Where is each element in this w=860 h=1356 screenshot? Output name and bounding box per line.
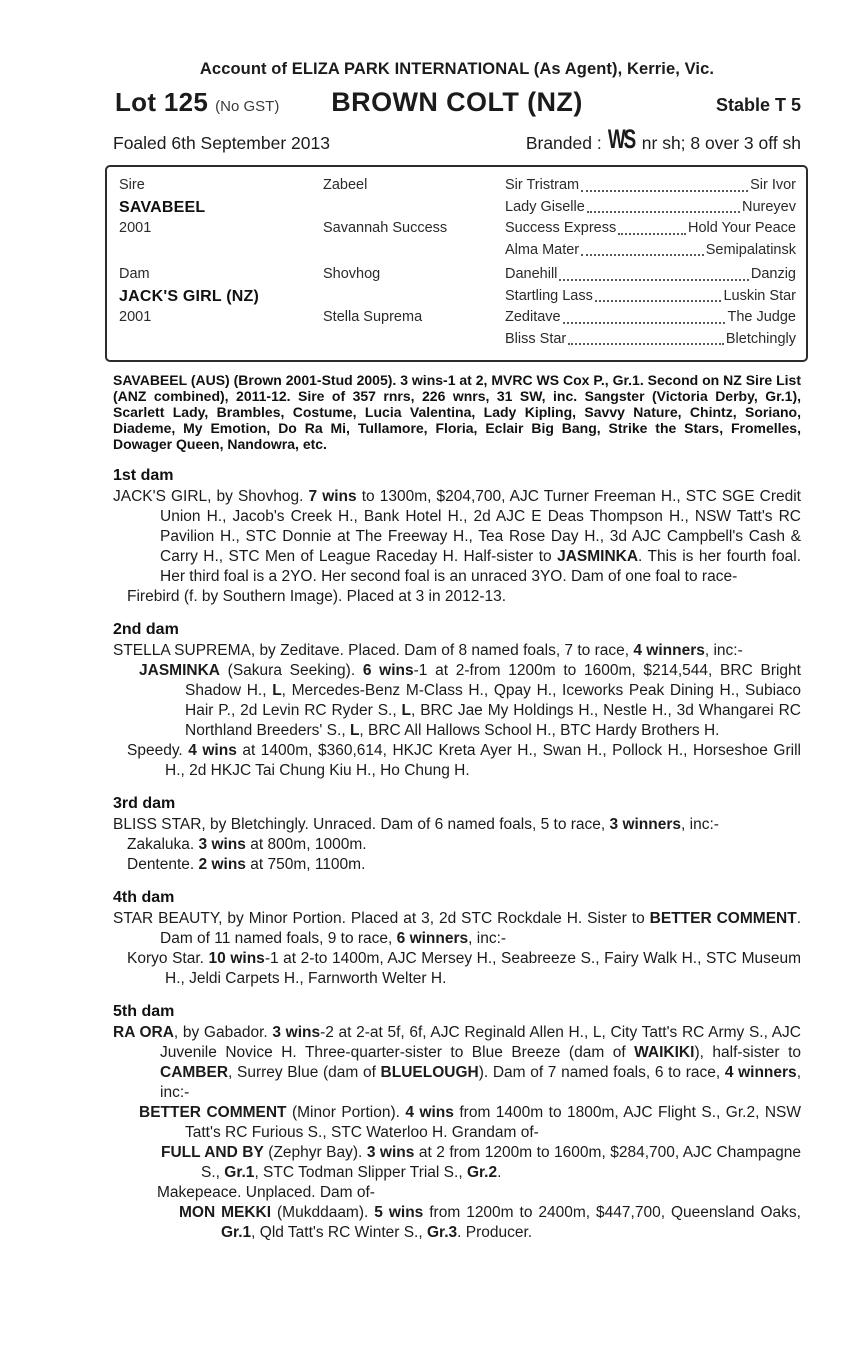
dotted-leader xyxy=(581,254,704,256)
pedigree-row xyxy=(119,286,796,308)
pedigree-row xyxy=(119,307,796,329)
lot-row xyxy=(113,86,801,118)
gen4-sire: Hold Your Peace xyxy=(687,220,796,236)
dam-paragraph: STAR BEAUTY, by Minor Portion. Placed at 3, 2d STC Rockdale H. Sister to BETTER COMMENT. Dam of 11 named foals, 9 to race, 6 winners, inc:- xyxy=(113,909,802,947)
gen3-name: Startling Lass xyxy=(505,287,593,304)
gen3-name: Lady Giselle xyxy=(505,198,585,215)
gen4-sire: Nureyev xyxy=(742,198,796,215)
branded-info xyxy=(525,123,801,155)
foal-paragraph: FULL AND BY (Zephyr Bay). 3 wins at 2 from 1200m to 1600m, $284,700, AJC Champagne S., Gr.1, STC Todman Slipper Trial S., Gr.2. xyxy=(161,1143,802,1181)
lot-left xyxy=(115,87,279,118)
foal-paragraph: JASMINKA (Sakura Seeking). 6 wins-1 at 2-from 1200m to 1600m, $214,544, BRC Bright Shadow H., L, Mercedes-Benz M-Class H., Qpay H., Iceworks Peak Dining H., Subiaco Hair P., 2d Levin RC Ryder S., L, BRC Jae My Holdings H., Nestle H., 3d Whangarei RC Northland Breeders' S., L, BRC All Hallows School H., BTC Hardy Brothers H. xyxy=(139,661,802,739)
lot-number: Lot 125 xyxy=(115,87,209,117)
section-5th-dam xyxy=(113,1003,801,1243)
gen4-sire: Danzig xyxy=(750,266,796,282)
gen2-name: Zabeel xyxy=(323,177,368,193)
gen3-name: Bliss Star xyxy=(505,330,567,347)
section-heading: 2nd dam xyxy=(113,620,179,638)
gen3-name: Success Express xyxy=(505,220,617,236)
sire-label: Sire xyxy=(119,177,145,193)
gen2-name: Savannah Success xyxy=(323,220,448,236)
section-3rd-dam xyxy=(113,795,801,875)
dotted-leader xyxy=(581,190,748,192)
foaled-date: Foaled 6th September 2013 xyxy=(113,133,330,153)
account-line: Account of ELIZA PARK INTERNATIONAL (As Agent), Kerrie, Vic. xyxy=(199,60,715,78)
pedigree-row xyxy=(119,175,796,197)
gen3-pair xyxy=(505,264,796,286)
dotted-leader xyxy=(568,343,724,345)
foal-paragraph: MON MEKKI (Mukddaam). 5 wins from 1200m to 2400m, $447,700, Queensland Oaks, Gr.1, Qld Tatt's RC Winter S., Gr.3. Producer. xyxy=(179,1203,801,1241)
gen4-sire: Sir Ivor xyxy=(750,177,796,193)
foal-paragraph: Dentente. 2 wins at 750m, 1100m. xyxy=(127,855,366,873)
dam-name: JACK'S GIRL (NZ) xyxy=(119,287,260,305)
dam-paragraph: JACK'S GIRL, by Shovhog. 7 wins to 1300m, $204,700, AJC Turner Freeman H., STC SGE Credit Union H., Jacob's Creek H., Bank Hotel H., 2d AJC E Deas Thompson H., NSW Tatt's RC Pavilion H., STC Donnie at The Freeway H., Tea Rose Day H., 3d AJC Campbell's Cash & Carry H., STC Men of League Raceday H. Half-sister to JASMINKA. This is her fourth foal. Her third foal is a 2YO. Her second foal is an unraced 3YO. Dam of one foal to race- xyxy=(113,487,801,585)
dotted-leader xyxy=(587,211,740,213)
gen4-sire: Bletchingly xyxy=(725,330,796,347)
gen3-pair xyxy=(505,240,796,262)
stable-label: Stable T 5 xyxy=(715,95,801,115)
section-4th-dam xyxy=(113,889,801,989)
pedigree-row xyxy=(119,218,796,240)
foal-paragraph: Firebird (f. by Southern Image). Placed at 3 in 2012-13. xyxy=(127,587,507,605)
dam-paragraph: STELLA SUPREMA, by Zeditave. Placed. Dam of 8 named foals, 7 to race, 4 winners, inc:- xyxy=(113,641,743,659)
dam-paragraph: RA ORA, by Gabador. 3 wins-2 at 2-at 5f, 6f, AJC Reginald Allen H., L, City Tatt's RC Army S., AJC Juvenile Novice H. Three-quarter-sister to Blue Breeze (dam of WAIKIKI), half-sister to CAMBER, Surrey Blue (dam of BLUELOUGH). Dam of 7 named foals, 6 to race, 4 winners, inc:- xyxy=(113,1023,801,1101)
sire-name: SAVABEEL xyxy=(119,198,206,216)
gen2-name xyxy=(323,197,501,219)
sire-year: 2001 xyxy=(119,220,152,236)
pedigree-table xyxy=(105,165,808,362)
section-heading: 3rd dam xyxy=(113,794,176,812)
gen4-sire: The Judge xyxy=(727,309,796,325)
gen3-pair xyxy=(505,197,796,219)
gen2-name: Shovhog xyxy=(323,266,381,282)
dotted-leader xyxy=(563,322,726,324)
pedigree-row xyxy=(119,197,796,219)
foal-paragraph: Koryo Star. 10 wins-1 at 2-to 1400m, AJC Mersey H., Seabreeze S., Fairy Walk H., STC Museum H., Jeldi Carpets H., Farnworth Welter H. xyxy=(127,949,802,987)
gen2-name: Stella Suprema xyxy=(323,309,423,325)
section-heading: 5th dam xyxy=(113,1002,175,1020)
section-2nd-dam xyxy=(113,621,801,781)
gen3-pair xyxy=(505,329,796,351)
gen3-pair xyxy=(505,218,796,240)
page-title: BROWN COLT (NZ) xyxy=(331,87,583,117)
gen3-pair xyxy=(505,286,796,308)
sire-summary: SAVABEEL (AUS) (Brown 2001-Stud 2005). 3 wins-1 at 2, MVRC WS Cox P., Gr.1. Second on NZ Sire List (ANZ combined), 2011-12. Sire of 357 rnrs, 226 wnrs, 31 SW, inc. Sangster (Victoria Derby, Gr.1), Scarlett Lady, Brambles, Costume, Lucia Valentina, Lady Kipling, Savvy Nature, Chintz, Soriano, Diademe, My Emotion, Do Ra Mi, Tullamore, Floria, Eclair Big Bang, Strike the Stars, Fromelles, Dowager Queen, Nandowra, etc. xyxy=(113,372,801,452)
dotted-leader xyxy=(618,233,686,235)
pedigree-row xyxy=(119,240,796,262)
gen2-name xyxy=(323,286,501,308)
gen4-sire: Luskin Star xyxy=(723,287,796,304)
page-content xyxy=(113,60,801,1243)
dam-year: 2001 xyxy=(119,309,152,325)
dam-sections xyxy=(113,467,801,1243)
section-heading: 1st dam xyxy=(113,466,174,484)
gen3-pair xyxy=(505,175,796,197)
section-1st-dam xyxy=(113,467,801,607)
foal-paragraph: Makepeace. Unplaced. Dam of- xyxy=(157,1183,375,1201)
dotted-leader xyxy=(559,279,748,281)
gen3-name: Sir Tristram xyxy=(505,177,580,193)
foal-paragraph: BETTER COMMENT (Minor Portion). 4 wins from 1400m to 1800m, AJC Flight S., Gr.2, NSW Tatt's RC Furious S., STC Waterloo H. Grandam of- xyxy=(139,1103,801,1141)
gen3-name: Danehill xyxy=(505,266,558,282)
foal-paragraph: Zakaluka. 3 wins at 800m, 1000m. xyxy=(127,835,367,853)
dam-paragraph: BLISS STAR, by Bletchingly. Unraced. Dam of 6 named foals, 5 to race, 3 winners, inc:- xyxy=(113,815,719,833)
pedigree-row xyxy=(119,264,796,286)
gen3-name: Zeditave xyxy=(505,309,561,325)
branded-prefix: Branded : xyxy=(525,133,602,153)
gst-note: (No GST) xyxy=(215,98,280,115)
foal-paragraph: Speedy. 4 wins at 1400m, $360,614, HKJC Kreta Ayer H., Swan H., Pollock H., Horseshoe Grill H., 2d HKJC Tai Chung Kiu H., Ho Chung H. xyxy=(127,741,801,779)
section-heading: 4th dam xyxy=(113,888,175,906)
foaled-row xyxy=(113,123,801,155)
gen3-pair xyxy=(505,307,796,329)
dotted-leader xyxy=(595,300,722,302)
pedigree-row xyxy=(119,329,796,351)
gen3-name: Alma Mater xyxy=(505,241,580,258)
gen4-sire: Semipalatinsk xyxy=(705,241,796,258)
brand-mark-glyph: WS xyxy=(607,123,634,154)
dam-label: Dam xyxy=(119,266,150,282)
branded-suffix: nr sh; 8 over 3 off sh xyxy=(641,133,801,153)
